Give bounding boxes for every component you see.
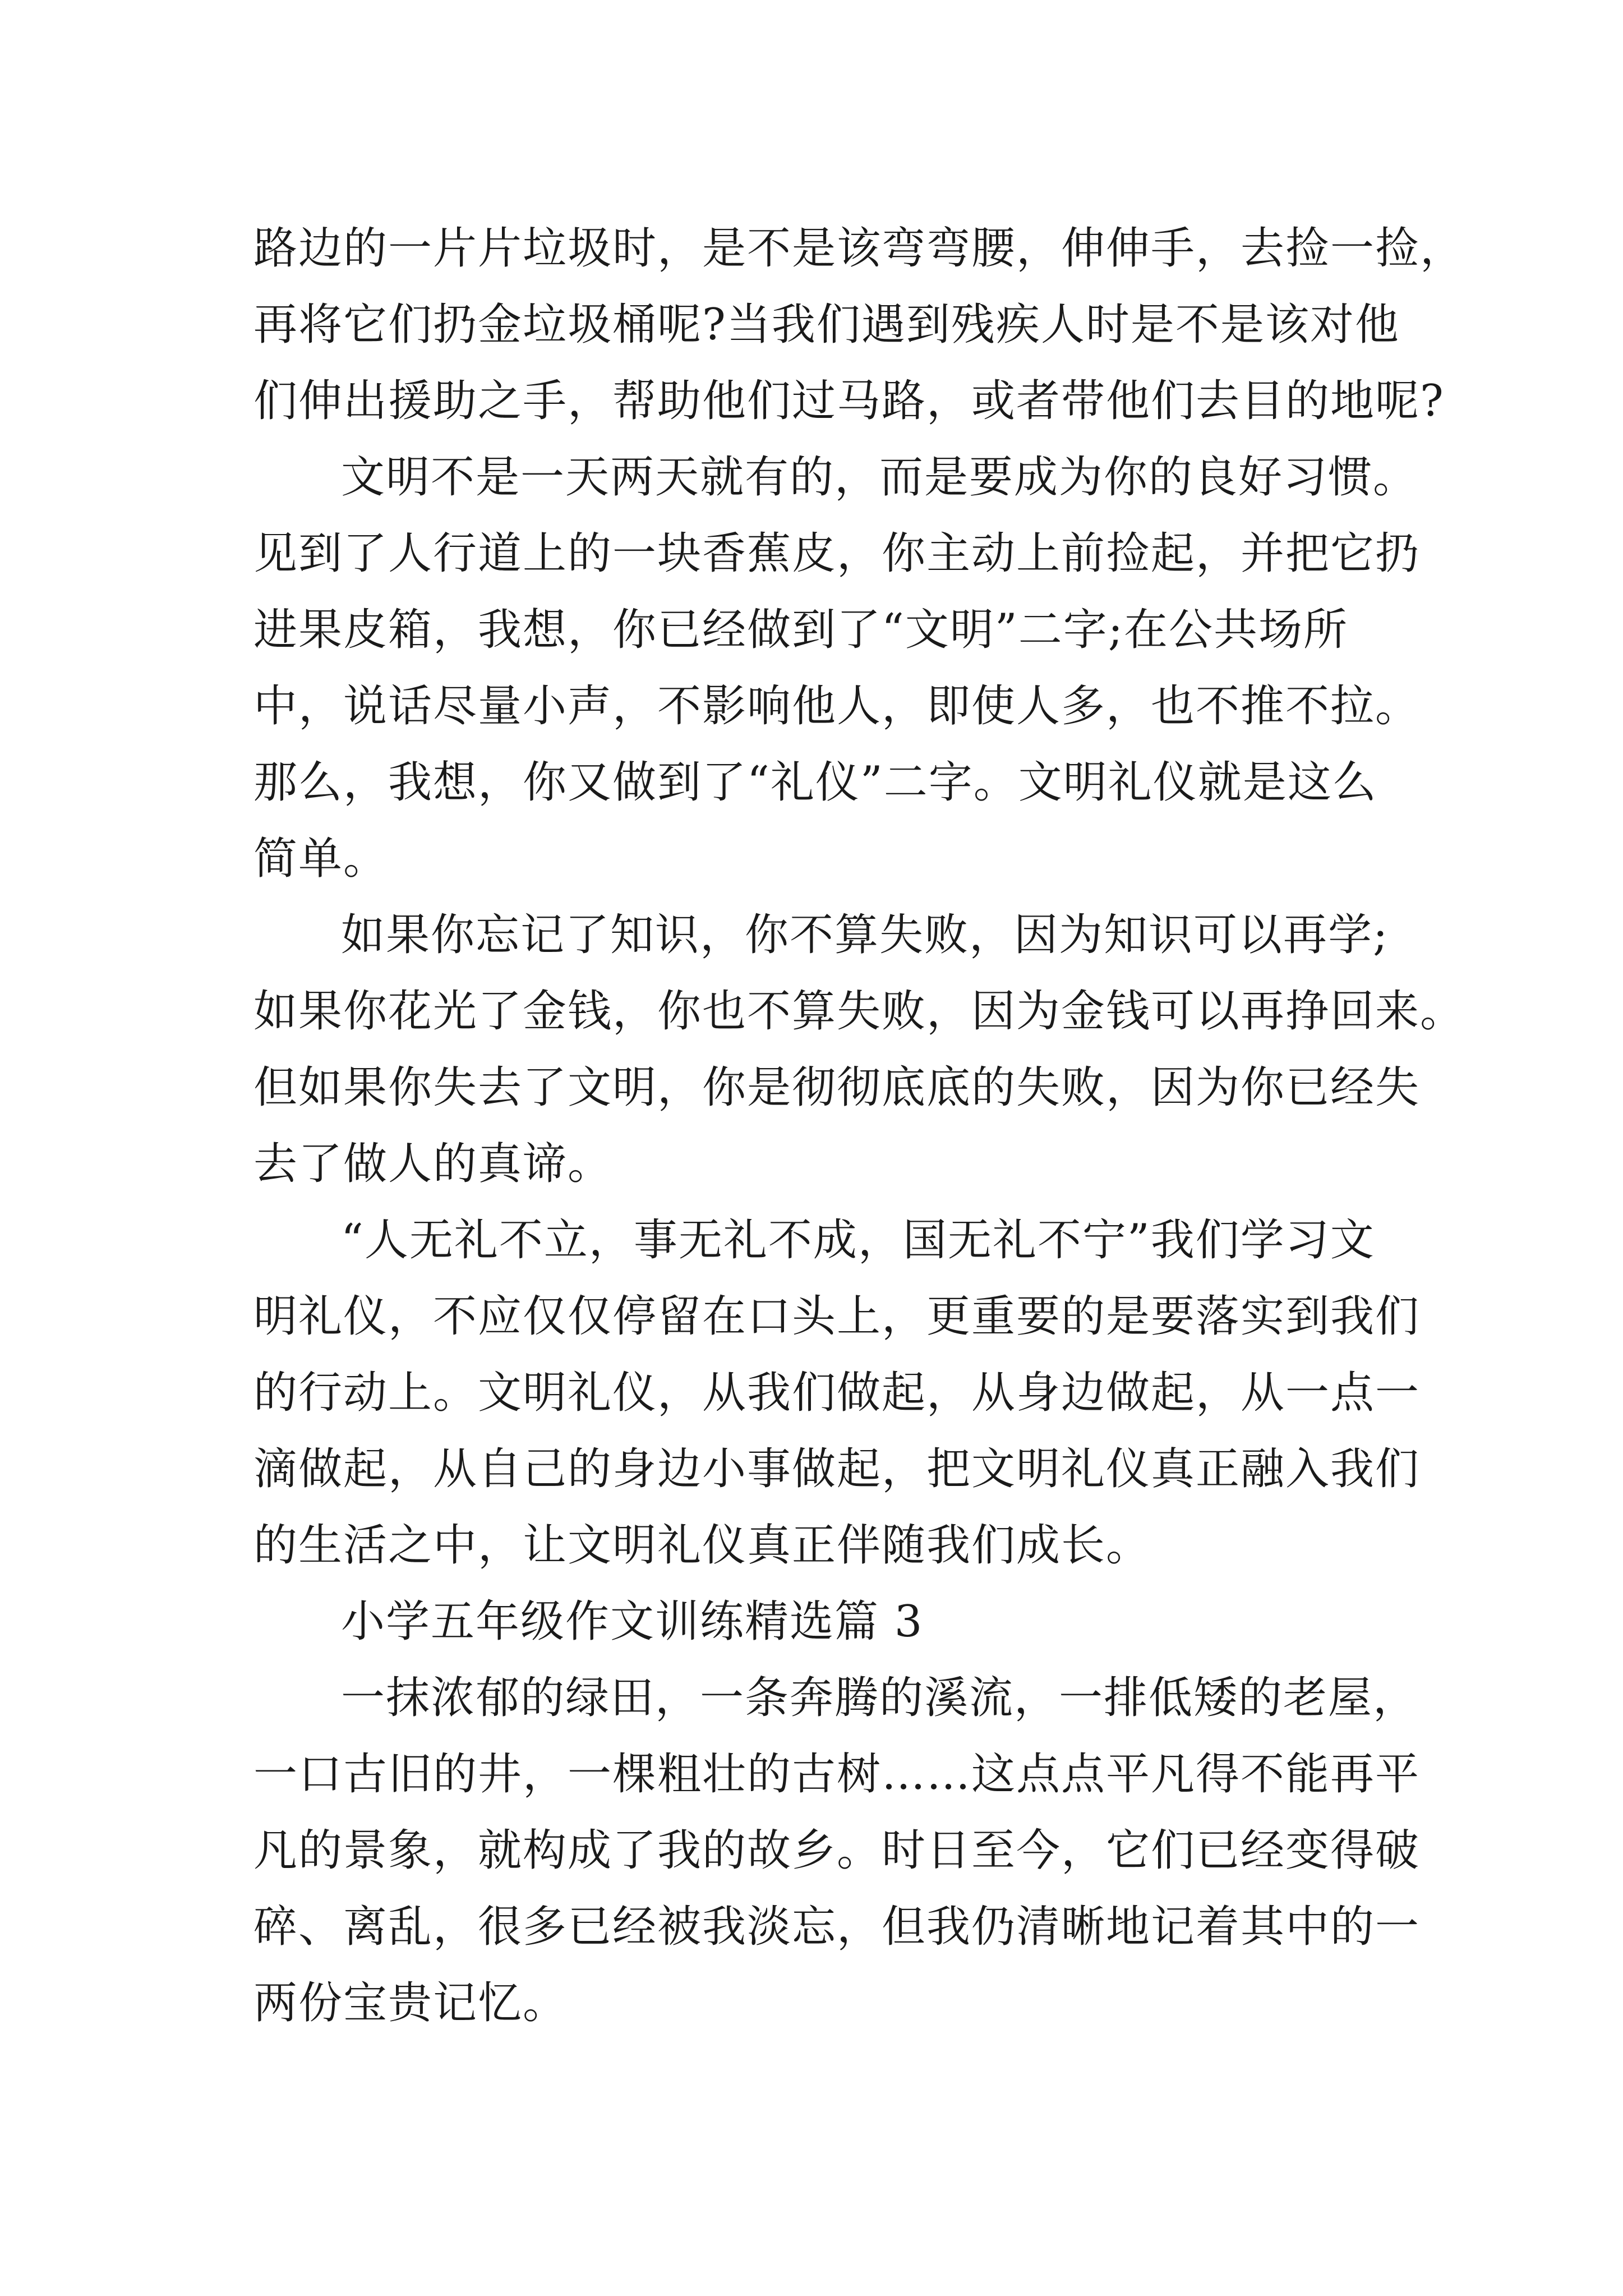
text-line: 如果你花光了金钱，你也不算失败，因为金钱可以再挣回来。 [253, 986, 1465, 1037]
document-body [253, 210, 1465, 2041]
text-line: 两份宝贵记忆。 [253, 1978, 568, 2028]
text-line: 凡的景象，就构成了我的故乡。时日至今，它们已经变得破 [253, 1825, 1421, 1876]
text-line: 那么，我想，你又做到了“礼仪”二字。文明礼仪就是这么 [253, 757, 1377, 808]
text-line: 们伸出援助之手，帮助他们过马路，或者带他们去目的地呢? [253, 376, 1445, 426]
text-line: 一口古旧的井，一棵粗壮的古树……这点点平凡得不能再平 [253, 1749, 1421, 1800]
text-line: 的行动上。文明礼仪，从我们做起，从身边做起，从一点一 [253, 1368, 1421, 1418]
text-line: 中，说话尽量小声，不影响他人，即使人多，也不推不拉。 [253, 681, 1421, 731]
text-line: 碎、离乱，很多已经被我淡忘，但我仍清晰地记着其中的一 [253, 1902, 1421, 1952]
text-line: 见到了人行道上的一块香蕉皮，你主动上前捡起，并把它扔 [253, 528, 1421, 579]
text-line: 简单。 [253, 834, 389, 884]
text-line: 滴做起，从自己的身边小事做起，把文明礼仪真正融入我们 [253, 1444, 1421, 1494]
text-line: 明礼仪，不应仅仅停留在口头上，更重要的是要落实到我们 [253, 1291, 1421, 1342]
text-line: 小学五年级作文训练精选篇 3 [341, 1596, 924, 1647]
text-line: 的生活之中，让文明礼仪真正伴随我们成长。 [253, 1520, 1151, 1571]
text-line: 去了做人的真谛。 [253, 1139, 613, 1189]
text-line: 一抹浓郁的绿田，一条奔腾的溪流，一排低矮的老屋， [341, 1673, 1418, 1723]
text-line: 再将它们扔金垃圾桶呢?当我们遇到残疾人时是不是该对他 [253, 300, 1400, 350]
text-line: 但如果你失去了文明，你是彻彻底底的失败，因为你已经失 [253, 1062, 1421, 1113]
text-line: 进果皮箱，我想，你已经做到了“文明”二字;在公共场所 [253, 605, 1349, 655]
text-line: 路边的一片片垃圾时，是不是该弯弯腰，伸伸手，去捡一捡， [253, 223, 1465, 274]
text-line: “人无礼不立，事无礼不成，国无礼不宁”我们学习文 [341, 1215, 1375, 1266]
text-line: 文明不是一天两天就有的，而是要成为你的良好习惯。 [341, 452, 1418, 503]
text-line: 如果你忘记了知识，你不算失败，因为知识可以再学; [341, 910, 1389, 960]
